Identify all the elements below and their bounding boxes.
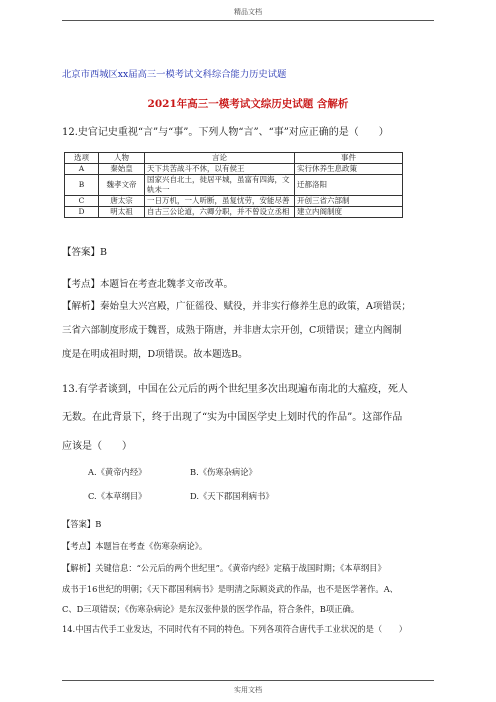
table-cell: 建立内阁制度 <box>295 207 403 218</box>
q12-table <box>64 152 403 218</box>
table-cell: 迁都洛阳 <box>295 175 403 196</box>
table-row <box>65 175 403 196</box>
q12-analysis-line1: 【解析】秦始皇大兴宫殿，广征徭役、赋役，并非实行修养生息的政策，A项错误； <box>62 301 411 312</box>
table-header-row <box>65 153 403 164</box>
table-cell: B <box>65 175 99 196</box>
q13-stem-line1: 13.有学者谈到，中国在公元后的两个世纪里多次出现遍布南北的大瘟疫，死人 <box>62 384 408 395</box>
q12-stem: 12.史官记史重视“言”与“事”。下列人物“言”、“事”对应正确的是（ ） <box>62 127 389 138</box>
q13-option-c: C.《本草纲目》 <box>88 491 147 501</box>
q13-option-d: D.《天下郡国利病书》 <box>190 491 274 501</box>
q12-answer: 【答案】B <box>62 247 107 258</box>
table-header: 选项 <box>65 153 99 164</box>
q13-option-b: B.《伤寒杂病论》 <box>190 467 257 477</box>
table-cell: 一日万机，一人听断，虽复忧劳，安能尽善 <box>145 196 295 207</box>
table-row <box>65 164 403 175</box>
q13-answer: 【答案】B <box>62 519 102 529</box>
table-cell: 魏孝文帝 <box>99 175 145 196</box>
table-cell: 实行休养生息政策 <box>295 164 403 175</box>
footer-rule <box>62 680 434 681</box>
table-cell: 秦始皇 <box>99 164 145 175</box>
table-cell: 唐太宗 <box>99 196 145 207</box>
table-header: 言论 <box>145 153 295 164</box>
header-rule <box>62 20 434 21</box>
q13-stem-line2: 无数。在此背景下，终于出现了“实为中国医学史上划时代的作品”。这部作品 <box>62 412 403 423</box>
table-cell: 明太祖 <box>99 207 145 218</box>
table-header: 事件 <box>295 153 403 164</box>
q13-analysis-line2: 成书于16世纪的明朝；《天下郡国利病书》是明清之际顾炎武的作品，也不是医学著作。A、 <box>62 584 398 594</box>
page-header: 精品文档 <box>234 8 262 16</box>
q14-stem: 14.中国古代手工业发达，不同时代有不同的特色。下列各项符合唐代手工业状况的是（ ） <box>62 624 408 634</box>
q12-analysis-line3: 度是在明成祖时期，D项错误。故本题选B。 <box>62 349 248 360</box>
table-cell: 天下共苦战斗不休，以有侯王 <box>145 164 295 175</box>
q13-analysis-line3: C、D三项错误；《伤寒杂病论》是东汉张仲景的医学作品，符合条件，B项正确。 <box>62 604 360 614</box>
q12-analysis-line2: 三省六部制度形成于魏晋，成熟于隋唐，并非唐太宗开创，C项错误；建立内阁制 <box>62 325 402 336</box>
source-line: 北京市西城区xx届高三一模考试文科综合能力历史试题 <box>62 69 287 80</box>
table-cell: 自古三公论道，六卿分职，并不曾设立丞相 <box>145 207 295 218</box>
doc-title: 2021年高三一模考试文综历史试题 含解析 <box>147 98 349 110</box>
table-cell: 国家兴自北土，徙居平城，虽富有四海，文轨未一 <box>145 175 295 196</box>
table-cell: D <box>65 207 99 218</box>
table-cell: C <box>65 196 99 207</box>
q13-kaodian: 【考点】本题旨在考查《伤寒杂病论》。 <box>62 541 208 551</box>
table-cell: A <box>65 164 99 175</box>
table-row <box>65 207 403 218</box>
q13-analysis-line1: 【解析】关键信息：“公元后的两个世纪里”。《黄帝内经》定稿于战国时期；《本草纲目》 <box>62 563 386 573</box>
q13-stem-line3: 应该是（ ） <box>62 441 132 452</box>
table-header: 人物 <box>99 153 145 164</box>
q13-option-a: A.《黄帝内经》 <box>88 467 147 477</box>
table-row <box>65 196 403 207</box>
table-cell: 开创三省六部制 <box>295 196 403 207</box>
page-footer: 实用文档 <box>234 686 262 694</box>
q12-kaodian: 【考点】本题旨在考查北魏孝文帝改革。 <box>62 279 234 290</box>
